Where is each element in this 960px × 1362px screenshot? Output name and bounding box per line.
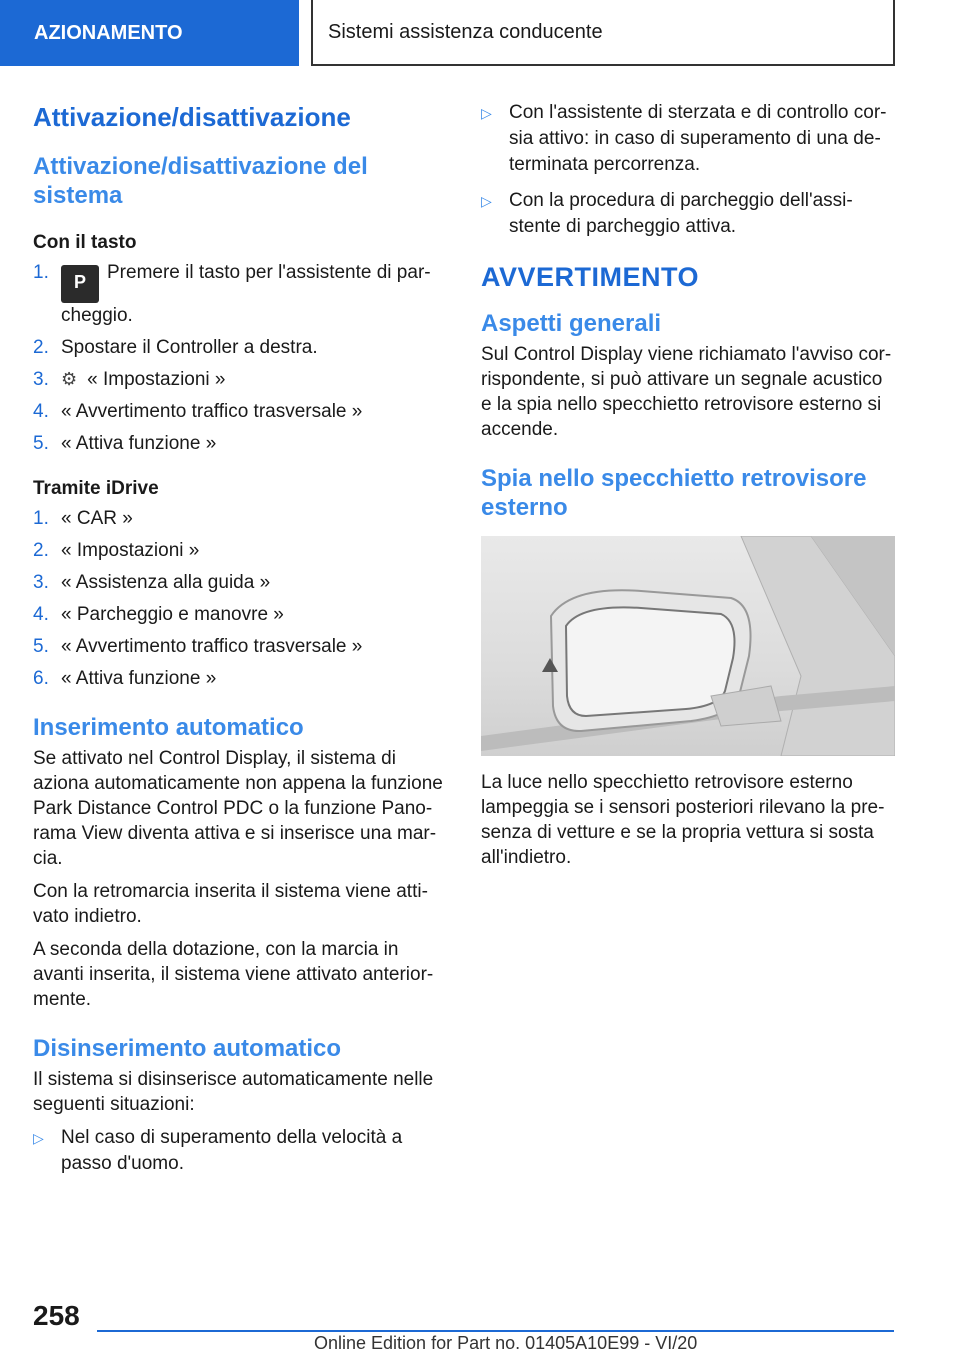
- step-number: 4.: [33, 401, 49, 422]
- list-item: [33, 506, 443, 531]
- right-column: [481, 100, 895, 878]
- step-number: 2.: [33, 337, 49, 358]
- bullet-text: Nel caso di superamento della velocità a passo d'uomo.: [61, 1127, 403, 1174]
- list-item: [33, 335, 443, 360]
- left-column: [33, 100, 443, 1187]
- paragraph: Sul Control Display viene richiamato l'avviso corrispondente, si può attivare un segnale acustico e la spia nello specchietto retrovisore esterno si accende.: [481, 344, 892, 440]
- parking-assistant-button-icon: P: [61, 265, 99, 303]
- heading-con-tasto: Con il tasto: [33, 232, 137, 253]
- bullets-continued: [481, 100, 895, 240]
- paragraph: Il sistema si disinserisce automaticamente nelle seguenti situazioni:: [33, 1069, 434, 1115]
- step-text: « Impostazioni »: [61, 540, 200, 561]
- list-item: [33, 1125, 443, 1177]
- gear-icon: ⚙: [61, 369, 78, 389]
- warning-title: AVVERTIMENTO: [481, 262, 700, 292]
- bullet-text: Con la procedura di parcheggio dell'assistente di parcheggio attiva.: [509, 190, 853, 237]
- page-title: Attivazione/disattivazione: [33, 102, 351, 132]
- step-text: « Attiva funzione »: [61, 433, 217, 454]
- list-item: [33, 634, 443, 659]
- step-text: « Avvertimento traffico trasversale »: [61, 636, 363, 657]
- step-number: 3.: [33, 572, 49, 593]
- step-number: 3.: [33, 369, 49, 390]
- paragraph: Con la retromarcia inserita il sistema viene attivato indietro.: [33, 881, 428, 927]
- step-number: 2.: [33, 540, 49, 561]
- list-item: [33, 367, 443, 392]
- triangle-bullet-icon: ▷: [481, 105, 492, 121]
- bullet-text: Con l'assistente di sterzata e di controllo corsia attivo: in caso di superamento di una determinata percorrenza.: [509, 102, 887, 175]
- header-section: AZIONAMENTO: [0, 0, 299, 66]
- step-text: « Attiva funzione »: [61, 668, 217, 689]
- step-number: 1.: [33, 262, 49, 283]
- list-item: [481, 100, 895, 178]
- list-item: [33, 570, 443, 595]
- step-text: « Impostazioni »: [87, 369, 226, 390]
- step-text: Premere il tasto per l'assistente di parcheggio.: [61, 262, 431, 326]
- step-number: 4.: [33, 604, 49, 625]
- step-text: « Assistenza alla guida »: [61, 572, 271, 593]
- header-chapter: Sistemi assistenza conducente: [311, 0, 895, 66]
- section-title: Attivazione/disattivazione del sistema: [33, 153, 368, 209]
- heading-idrive: Tramite iDrive: [33, 478, 159, 499]
- footer-edition: Online Edition for Part no. 01405A10E99 - VI/20: [314, 1333, 698, 1353]
- paragraph: La luce nello specchietto retrovisore esterno lampeggia se i sensori posteriori rilevano la presenza di vetture e se la propria vettura si sosta all'indietro.: [481, 772, 885, 868]
- steps-con-tasto: [33, 260, 443, 456]
- footer-divider: [97, 1330, 894, 1332]
- step-number: 5.: [33, 636, 49, 657]
- heading-auto-on: Inserimento automatico: [33, 714, 304, 741]
- mirror-drawing: [481, 536, 895, 756]
- step-text: « Avvertimento traffico trasversale »: [61, 401, 363, 422]
- list-item: [33, 666, 443, 691]
- list-item: [33, 602, 443, 627]
- heading-general: Aspetti generali: [481, 310, 662, 337]
- bullets-auto-off: [33, 1125, 443, 1177]
- paragraph: A seconda della dotazione, con la marcia in avanti inserita, il sistema viene attivato anteriormente.: [33, 939, 434, 1010]
- step-number: 6.: [33, 668, 49, 689]
- triangle-bullet-icon: ▷: [481, 193, 492, 209]
- step-text: « Parcheggio e manovre »: [61, 604, 284, 625]
- list-item: [33, 260, 443, 328]
- side-mirror-illustration: [481, 536, 895, 756]
- triangle-bullet-icon: ▷: [33, 1130, 44, 1146]
- heading-auto-off: Disinserimento automatico: [33, 1035, 342, 1062]
- list-item: [33, 538, 443, 563]
- list-item: [33, 431, 443, 456]
- step-text: « CAR »: [61, 508, 133, 529]
- heading-mirror: Spia nello specchietto retrovisore esterno: [481, 465, 867, 521]
- page-number: 258: [33, 1300, 80, 1331]
- step-number: 1.: [33, 508, 49, 529]
- steps-idrive: [33, 506, 443, 691]
- list-item: [33, 399, 443, 424]
- step-number: 5.: [33, 433, 49, 454]
- step-text: Spostare il Controller a destra.: [61, 337, 318, 358]
- paragraph: Se attivato nel Control Display, il sistema di aziona automaticamente non appena la funzione Park Distance Control PDC o la funzione Panorama View diventa attiva e si inserisce una marcia.: [33, 748, 443, 869]
- list-item: [481, 188, 895, 240]
